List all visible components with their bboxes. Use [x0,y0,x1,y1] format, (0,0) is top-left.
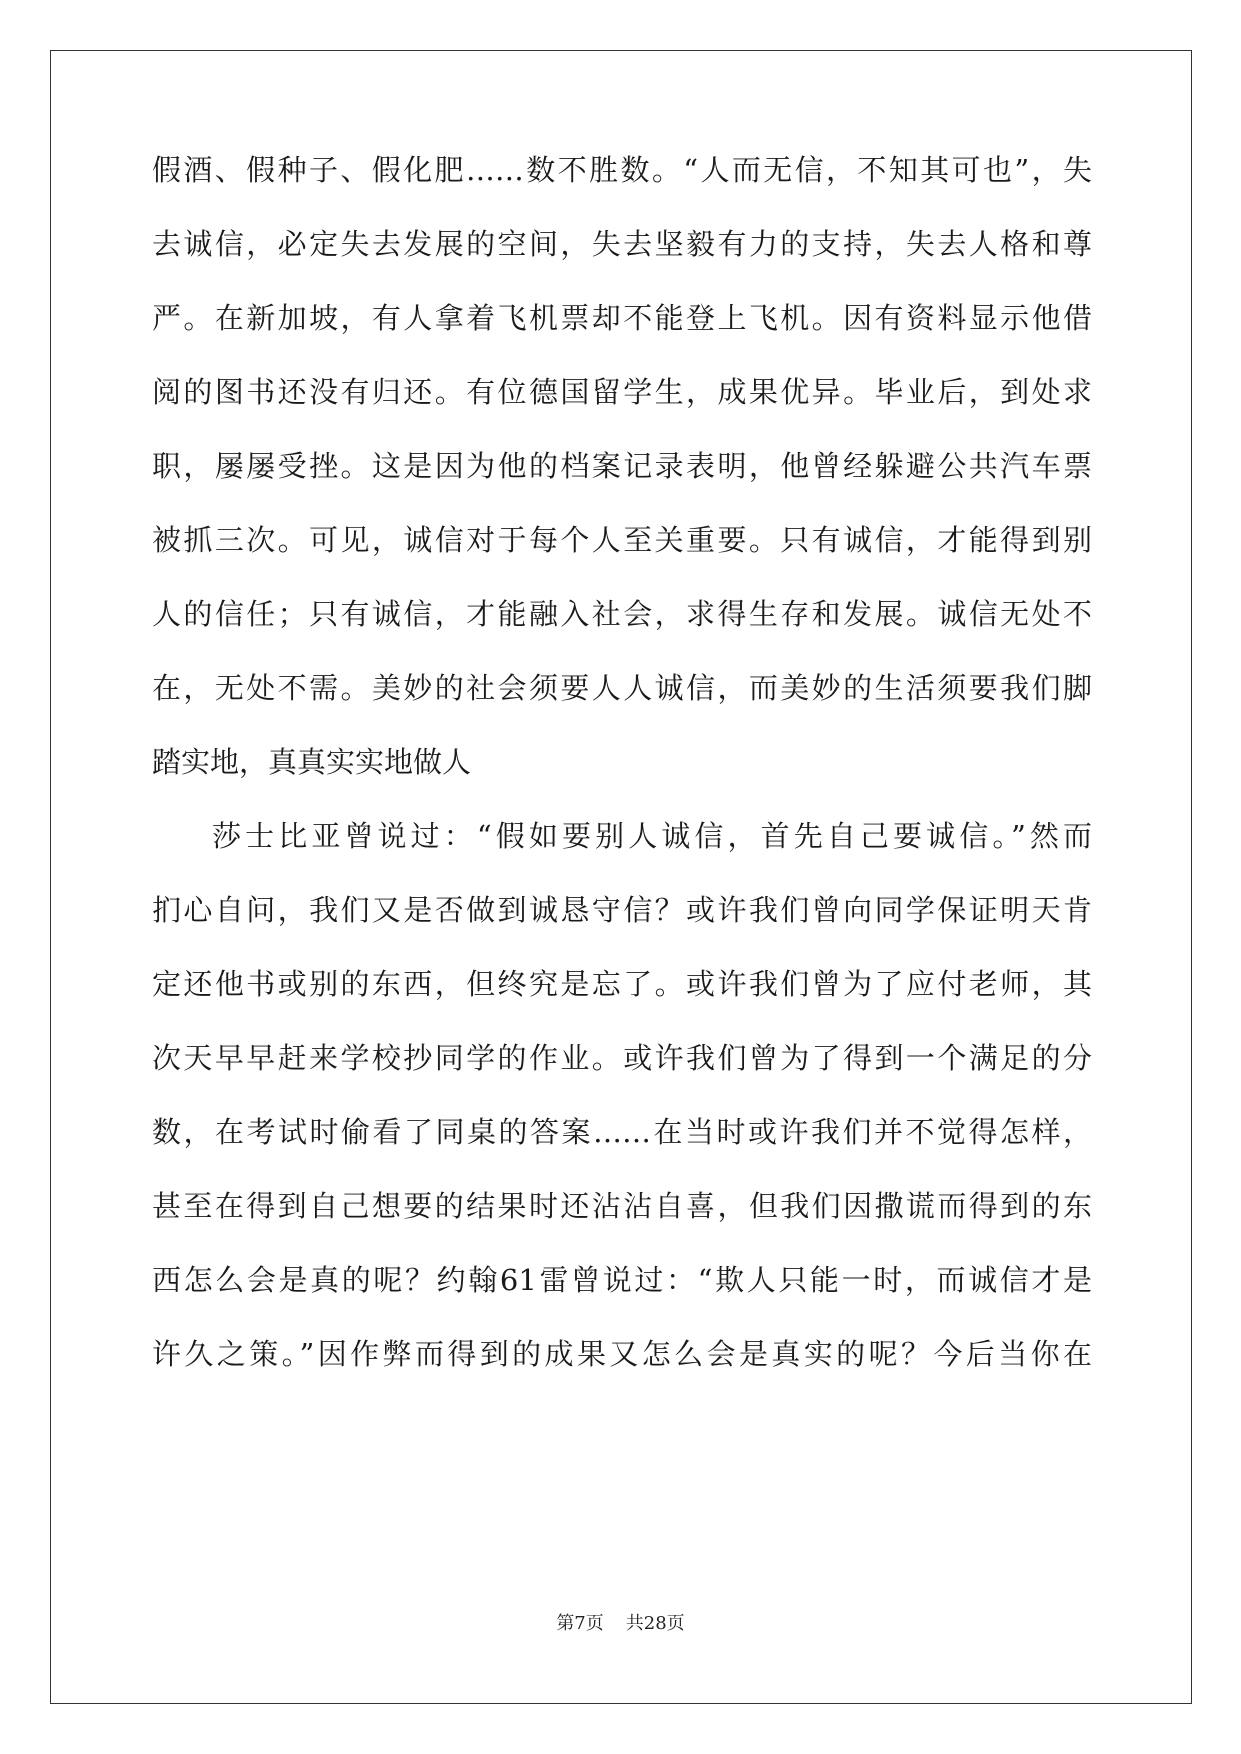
body-text-line: 许久之策。”因作弊而得到的成果又怎么会是真实的呢？今后当你在 [152,1337,1092,1371]
body-text-line: 定还他书或别的东西，但终究是忘了。或许我们曾为了应付老师，其 [152,967,1092,1001]
body-text-line: 数，在考试时偷看了同桌的答案……在当时或许我们并不觉得怎样， [152,1115,1092,1149]
body-text-line: 阅的图书还没有归还。有位德国留学生，成果优异。毕业后，到处求 [152,375,1092,409]
body-text-line: 被抓三次。可见，诚信对于每个人至关重要。只有诚信，才能得到别 [152,523,1092,557]
body-text-line: 次天早早赶来学校抄同学的作业。或许我们曾为了得到一个满足的分 [152,1041,1092,1075]
body-text-line: 人的信任；只有诚信，才能融入社会，求得生存和发展。诚信无处不 [152,597,1092,631]
body-text-line: 踏实地，真真实实地做人 [152,745,472,779]
body-text-line: 西怎么会是真的呢？约翰61雷曾说过：“欺人只能一时，而诚信才是 [152,1263,1092,1297]
page-total: 共28页 [625,1613,685,1634]
page-number: 第7页 [556,1613,604,1634]
body-text-line: 在，无处不需。美妙的社会须要人人诚信，而美妙的生活须要我们脚 [152,671,1092,705]
body-text-line: 甚至在得到自己想要的结果时还沾沾自喜，但我们因撒谎而得到的东 [152,1189,1092,1223]
body-text-line: 假酒、假种子、假化肥……数不胜数。“人而无信，不知其可也”，失 [152,153,1092,187]
body-text-line: 严。在新加坡，有人拿着飞机票却不能登上飞机。因有资料显示他借 [152,301,1092,335]
body-text-line: 职，屡屡受挫。这是因为他的档案记录表明，他曾经躲避公共汽车票 [152,449,1092,483]
body-text-line: 扪心自问，我们又是否做到诚恳守信？或许我们曾向同学保证明天肯 [152,893,1092,927]
paragraph-first-line: 莎士比亚曾说过：“假如要别人诚信，首先自己要诚信。”然而 [212,819,1092,853]
page-footer [0,1612,1241,1636]
body-text-line: 去诚信，必定失去发展的空间，失去坚毅有力的支持，失去人格和尊 [152,227,1092,261]
